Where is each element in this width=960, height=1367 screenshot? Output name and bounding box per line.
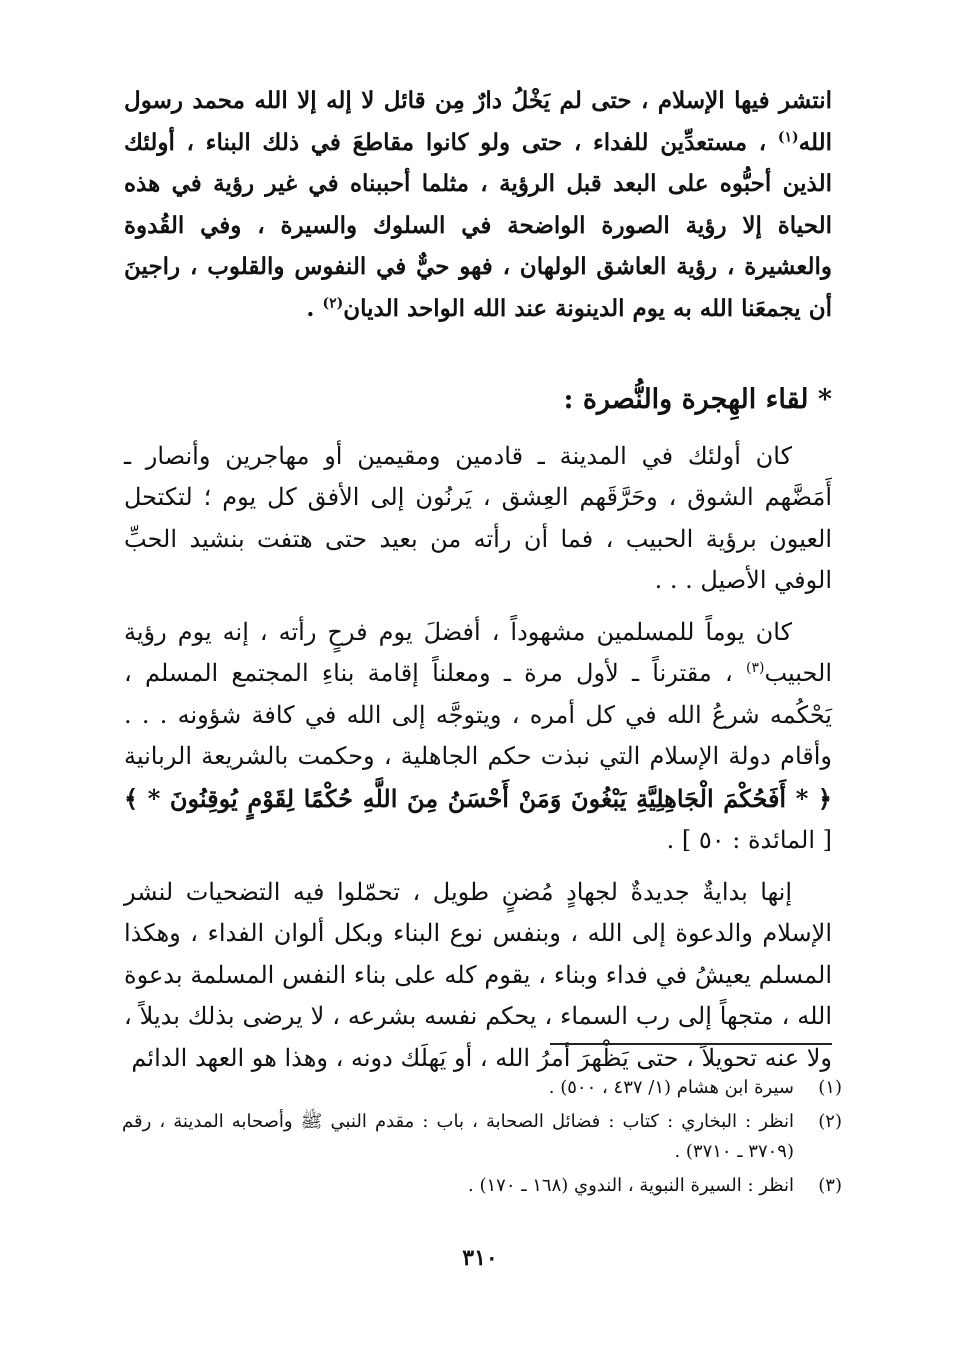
footnote-2: [122, 1107, 842, 1167]
footnote-ref-3[interactable]: (٣): [746, 660, 765, 677]
footnote-text: انظر : السيرة النبوية ، الندوي (١٦٨ ـ ١٧٠) .: [468, 1175, 794, 1196]
page-number: ٣١٠: [462, 1245, 498, 1271]
para2-text-2: ، مقترناً ـ لأول مرة ـ ومعلناً إقامة بناءِ المجتمع المسلم ، يَحْكُمه شرعُ الله في كل أمره ، ويتوجَّه إلى الله في كافة شؤونه . . . وأقام دولة الإسلام التي نبذت حكم الجاهلية ، وحكمت بالشريعة الربانية: [124, 659, 832, 771]
footnote-number: (٣): [818, 1175, 842, 1196]
body-paragraph-2: [124, 612, 832, 862]
footnote-ref-2[interactable]: (٢): [322, 295, 344, 312]
footnote-divider: [550, 1043, 832, 1045]
quran-verse: ﴿ * أَفَحُكْمَ الْجَاهِلِيَّةِ يَبْغُونَ وَمَنْ أَحْسَنُ مِنَ اللَّهِ حُكْمًا لِقَوْمٍ يُوقِنُونَ * ﴾: [124, 783, 832, 813]
body-paragraph-1: كان أولئك في المدينة ـ قادمين ومقيمين أو مهاجرين وأنصار ـ أَمَضَّهم الشوق ، وحَرَّقَهم العِشق ، يَرنُون إلى الأفق كل يوم ؛ لتكتحل العيون برؤية الحبيب ، فما أن رأته من بعيد حتى هتفت بنشيد الحبِّ الوفي الأصيل . . .: [124, 441, 832, 595]
intro-text-1: انتشر فيها الإسلام ، حتى لم يَخْلُ دارٌ مِن قائل لا إله إلا الله محمد رسول الله: [124, 87, 832, 156]
body-paragraph-3: إنها بدايةٌ جديدةٌ لجهادٍ مُضنٍ طويل ، تحمّلوا فيه التضحيات لنشر الإسلام والدعوة إلى الله ، وبنفس نوع البناء وبكل ألوان الفداء ، وهكذا المسلم يعيشُ في فداء وبناء ، يقوم كله على بناء النفس المسلمة بدعوة الله ، متجهاً إلى رب السماء ، يحكم نفسه بشرعه ، لا يرضى بذلك بديلاً ، ولا عنه تحويلاً ، حتى يَظْهرَ أمرُ الله ، أو يَهلَك دونه ، وهذا هو العهد الدائم: [124, 877, 832, 1072]
footnote-text: سيرة ابن هشام (١/ ٤٣٧ ، ٥٠٠) .: [548, 1077, 794, 1098]
footnotes: [122, 1073, 842, 1205]
footnote-3: [122, 1171, 842, 1201]
para2-text-1: كان يوماً للمسلمين مشهوداً ، أفضلَ يوم فرحٍ رأته ، إنه يوم رؤية الحبيب: [124, 617, 832, 688]
footnote-text: انظر : البخاري : كتاب : فضائل الصحابة ، باب : مقدم النبي ﷺ وأصحابه المدينة ، رقم (٣٧٠٩ ـ ٣٧١٠) .: [122, 1111, 794, 1162]
intro-paragraph: [124, 80, 832, 330]
footnote-number: (٢): [818, 1111, 842, 1132]
footnote-ref-1[interactable]: (١): [777, 128, 799, 145]
footnote-1: [122, 1073, 842, 1103]
footnote-number: (١): [818, 1077, 842, 1098]
section-heading: * لقاء الهِجرة والنُّصرة :: [563, 383, 832, 415]
main-text: [124, 80, 832, 1079]
intro-text-2: ، مستعدِّين للفداء ، حتى ولو كانوا مقاطعَ في ذلك البناء ، أولئك الذين أحبُّوه على البعد قبل الرؤية ، مثلما أحببناه في غير رؤية في هذه الحياة إلا رؤية الصورة الواضحة في السلوك والسيرة ، وفي القُدوة والعشيرة ، رؤية العاشق الولهان ، فهو حيٌّ في النفوس والقلوب ، راجينَ أن يجمعَنا الله به يوم الدينونة عند الله الواحد الديان: [124, 128, 832, 322]
intro-text-3: .: [306, 294, 323, 322]
quran-citation: [ المائدة : ٥٠ ] .: [666, 826, 832, 855]
